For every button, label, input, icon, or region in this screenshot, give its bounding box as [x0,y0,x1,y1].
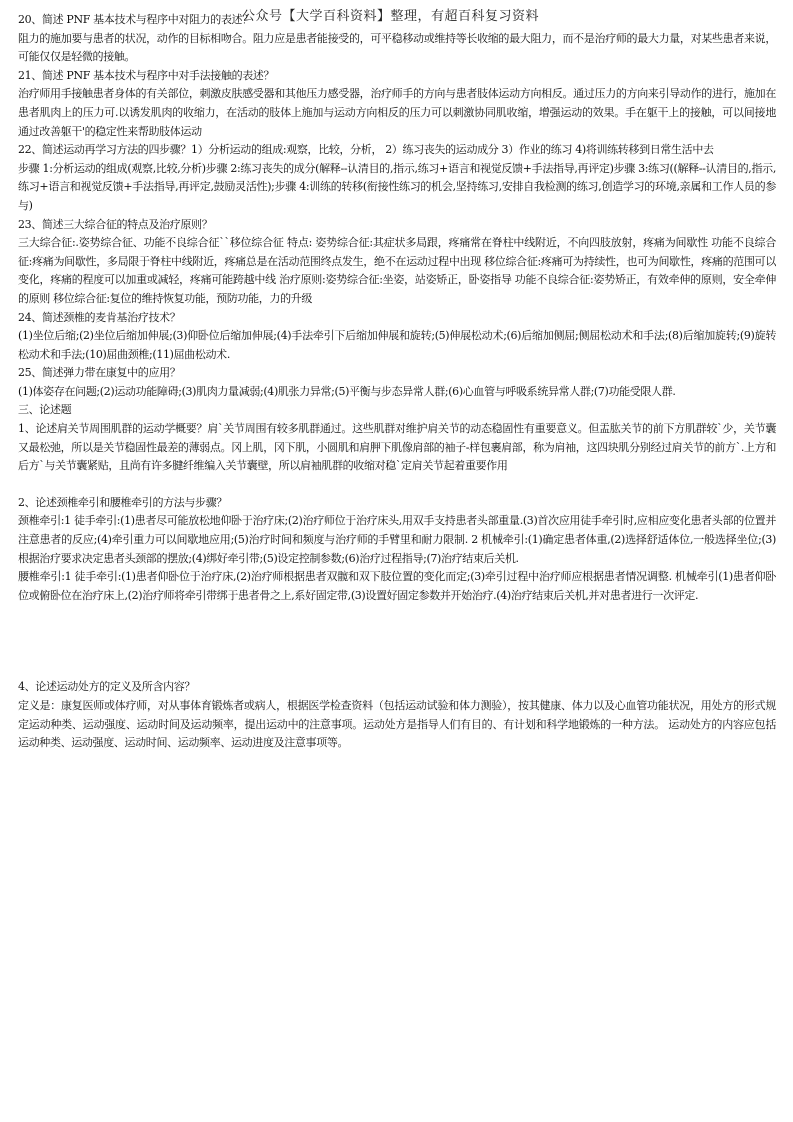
essay-4-answer: 定义是：康复医师或体疗师，对从事体育锻炼者或病人，根据医学检查资料（包括运动试验和体力测验），按其健康、体力以及心血管功能状况，用处方的形式规定运动种类、运动强度、运动时间及运动频率，提出运动中的注意事项。运动处方是指导人们有目的、有计划和科学地锻炼的一种方法。 运动处方的内容应包括运动种类、运动强度、运动时间、运动频率、运动进度及注意事项等。 [18,699,776,750]
question-25-answer: (1)体姿存在问题;(2)运动功能障碍;(3)肌肉力量减弱;(4)肌张力异常;(5)平衡与步态异常人群;(6)心血管与呼吸系统异常人群;(7)功能受限人群. [18,384,676,398]
question-21-heading: 21、简述 PNF 基本技术与程序中对手法接触的表述？ [18,68,275,82]
essay-4-heading: 4、论述运动处方的定义及所含内容？ [18,680,196,694]
question-24-heading: 24、简述颈椎的麦肯基治疗技术？ [18,310,181,324]
section-heading: 三、论述题 [18,403,72,417]
spacer [18,605,776,678]
essay-1: 1、论述肩关节周围肌群的运动学概要？肩`关节周围有较多肌群通过。这些肌群对维护肩关节的动态稳固性有重要意义。但盂肱关节的前下方肌群较`少，关节囊又最松弛，所以是关节稳固性最差的薄弱点。冈上肌，冈下肌，小圆肌和肩胛下肌像肩部的袖子-样包裹肩部，称为肩袖，这四块肌分别经过肩关节的前方`.上方和后方`与关节囊紧贴，且尚有许多腱纤维编入关节囊壁，所以肩袖肌群的收缩对稳`定肩关节起着重要作用 [18,422,776,473]
question-25-heading: 25、简述弹力带在康复中的应用？ [18,366,181,380]
question-22-answer: 步骤 1:分析运动的组成(观察,比较,分析)步骤 2:练习丧失的成分(解释--认清目的,指示,练习+语言和视觉反馈+手法指导,再评定)步骤 3:练习((解释--认清目的,指示,练习+语言和视觉反馈+手法指导,再评定,鼓励灵活性);步骤 4:训练的转移(衔接性练习的机会,坚持练习,安排自我检测的练习,创造学习的环境,亲属和工作人员的参与) [18,161,776,212]
question-22-heading: 22、简述运动再学习方法的四步骤？1）分析运动的组成:观察，比较，分析， 2）练习丧失的运动成分 3）作业的练习 4)将训练转移到日常生活中去 [18,143,714,157]
question-20-answer: 阻力的施加要与患者的状况，动作的目标相吻合。阻力应是患者能接受的，可平稳移动或维持等长收缩的最大阻力，而不是治疗师的最大力量，对某些患者来说，可能仅仅是轻微的接触。 [18,31,776,64]
question-23-heading: 23、简述三大综合征的特点及治疗原则？ [18,217,213,231]
document-body [18,11,776,753]
watermark: 公众号【大学百科资料】整理，有超百科复习资料 [242,9,540,24]
essay-2-lumbar: 腰椎牵引:1 徒手牵引:(1)患者仰卧位于治疗床,(2)治疗师根据患者双髋和双下肢位置的变化而定;(3)牵引过程中治疗师应根据患者情况调整. 机械牵引(1)患者仰卧位或俯卧位在治疗床上,(2)治疗师将牵引带绑于患者骨之上,系好固定带,(3)设置好固定参数并开始治疗.(4)治疗结束后关机,并对患者进行一次评定. [18,570,776,602]
question-23-answer: 三大综合征:.姿势综合征、功能不良综合征``移位综合征 特点: 姿势综合征:其症状多局跟，疼痛常在脊柱中线附近，不向四肢放射，疼痛为间歇性 功能不良综合征:疼痛为间歇性，多局限于脊柱中线附近，疼痛总是在活动范围终点发生，绝不在运动过程中出现 移位综合征:疼痛可为持续性，也可为间歇性，疼痛的范围可以变化，疼痛的程度可以加重或减轻，疼痛可能跨越中线 治疗原则:姿势综合征:坐姿，站姿矫正，卧姿指导 功能不良综合征:姿势矫正，有效牵伸的原则，安全牵伸的原则 移位综合征:复位的维持恢复功能，预防功能，力的升级 [18,236,776,305]
question-21-answer: 治疗师用手接触患者身体的有关部位，刺激皮肤感受器和其他压力感受器，治疗师手的方向与患者肢体运动方向相反。通过压力的方向来引导动作的进行，施加在患者肌肉上的压力可.以诱发肌肉的收缩力，在活动的肢体上施加与运动方向相反的压力可以刺激协同肌收缩，增强运动的效果。手在躯干上的接触，可以间接地通过改善躯干'的稳定性来帮助肢体运动 [18,87,776,138]
essay-2-heading: 2、论述颈椎牵引和腰椎牵引的方法与步骤？ [18,495,227,509]
question-24-answer: (1)坐位后缩;(2)坐位后缩加伸展;(3)仰卧位后缩加伸展;(4)手法牵引下后缩加伸展和旋转;(5)伸展松动术;(6)后缩加侧屈;侧屈松动术和手法;(8)后缩加旋转;(9)旋转松动术和手法;(10)屈曲颈椎;(11)屈曲松动术. [18,329,776,361]
spacer [18,476,776,494]
question-20-heading: 20、简述 PNF 基本技术与程序中对阻力的表述？ [18,13,253,26]
essay-2-cervical: 颈椎牵引:1 徒手牵引:(1)患者尽可能放松地仰卧于治疗床;(2)治疗师位于治疗床头,用双手支持患者头部重量.(3)首次应用徒手牵引时,应相应变化患者头部的位置并注意患者的反应;(4)牵引重力可以间歇地应用;(5)治疗时间和频度与治疗师的手臂里和耐力限制. 2 机械牵引:(1)确定患者体重,(2)选择舒适体位,一般选择坐位;(3)根据治疗要求决定患者头颈部的摆放;(4)绑好牵引带;(5)设定控制参数;(6)治疗过程指导;(7)治疗结束后关机. [18,514,776,565]
